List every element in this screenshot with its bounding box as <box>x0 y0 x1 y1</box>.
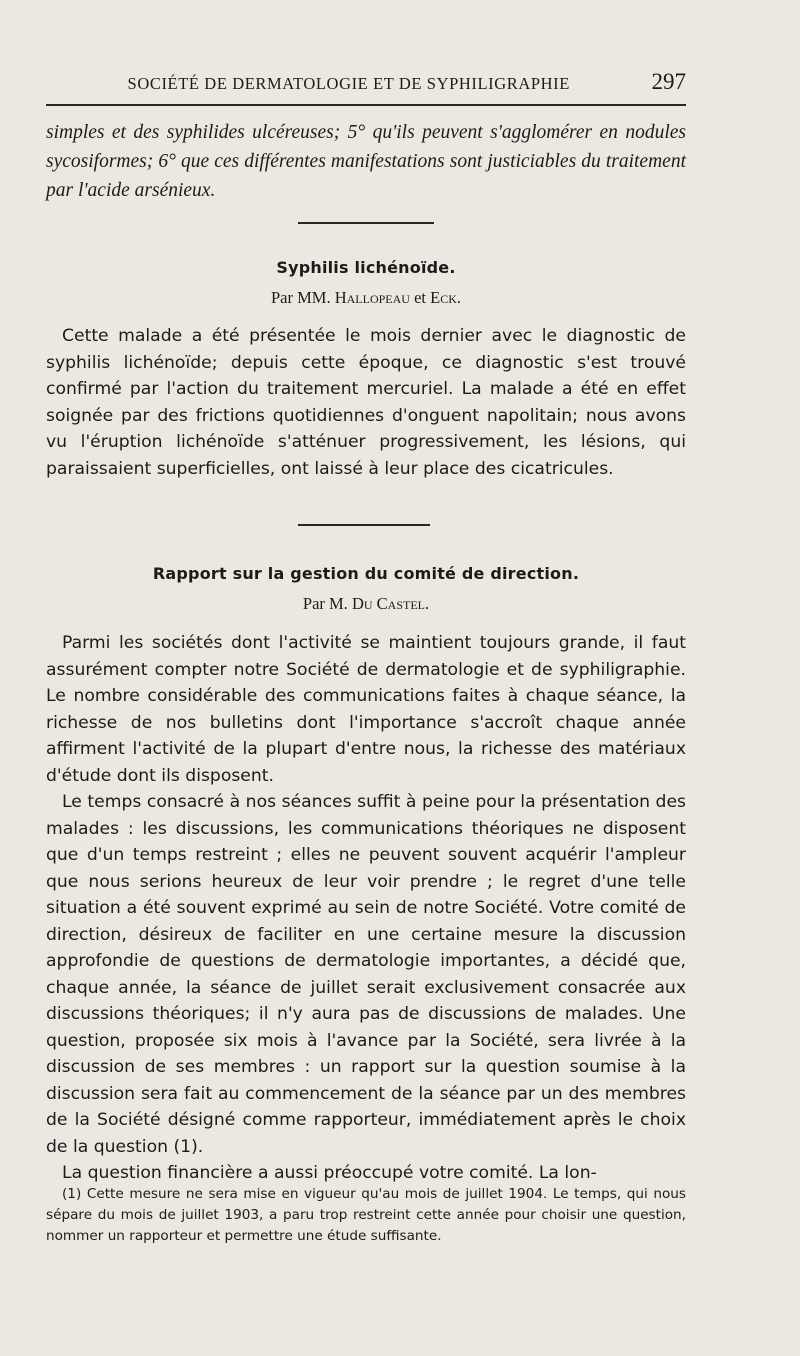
section-divider <box>298 524 430 526</box>
section-divider <box>298 222 434 224</box>
page-number: 297 <box>651 69 686 94</box>
paragraph: La question financière a aussi préoccupé votre comité. La lon- <box>62 1163 597 1183</box>
page-header <box>46 62 686 94</box>
article-title: Syphilis lichénoïde. <box>276 258 456 277</box>
paragraph: Le temps consacré à nos séances suffit à peine pour la présentation des malades : les discussions, les communications théoriques ne disposent que d'un temps restreint ; elles ne peuvent souvent acquérir l'ampleur que nous serions heureux de leur voir prendre ; le regret d'une telle situation a été souvent exprimé au sein de notre Société. Votre comité de direction, désireux de faciliter en une certaine mesure la discussion approfondie de questions de dermatologie importantes, a décidé que, chaque année, la séance de juillet serait exclusivement consacrée aux discussions théoriques; il n'y aura pas de discussions de malades. Une question, proposée six mois à l'avance par la Société, sera livrée à la discussion de ses membres : un rapport sur la question soumise à la discussion sera fait au commencement de la séance par un des membres de la Société désigné comme rapporteur, immédiatement après le choix de la question (1). <box>46 792 686 1157</box>
author-name: Du Castel. <box>351 594 430 613</box>
paragraph: Parmi les sociétés dont l'activité se maintient toujours grande, il faut assurément compter notre Société de dermatologie et de syphiligraphie. Le nombre considérable des communications faites à chaque séance, la richesse de nos bulletins dont l'importance s'accroît chaque année affirment l'activité de la plupart d'entre nous, la richesse des matériaux d'étude dont ils disposent. <box>46 633 686 786</box>
article-byline <box>46 288 686 308</box>
article-body <box>46 630 686 1187</box>
footnote: (1) Cette mesure ne sera mise en vigueur qu'au mois de juillet 1904. Le temps, qui nous sépare du mois de juillet 1903, a paru trop restreint cette année pour choisir une question, nommer un rapporteur et permettre une étude suffisante. <box>46 1186 686 1244</box>
byline-prefix: Par MM. <box>270 288 331 307</box>
byline-prefix: Par M. <box>302 594 348 613</box>
article-body <box>46 323 686 482</box>
header-rule <box>46 104 686 106</box>
author-name: Hallopeau <box>334 288 410 307</box>
byline-join: et <box>414 288 426 307</box>
article-title: Rapport sur la gestion du comité de direction. <box>152 564 580 583</box>
running-head: SOCIÉTÉ DE DERMATOLOGIE ET DE SYPHILIGRAPHIE <box>127 74 570 93</box>
article-byline <box>46 594 686 614</box>
author-name: Eck. <box>430 288 461 307</box>
intro-text: simples et des syphilides ulcéreuses; 5° qu'ils peuvent s'agglomérer en nodules sycosiformes; 6° que ces différentes manifestations sont justiciables du traitement par l'acide arsénieux. <box>46 122 686 201</box>
paragraph: Cette malade a été présentée le mois dernier avec le diagnostic de syphilis lichénoïde; depuis cette époque, ce diagnostic s'est trouvé confirmé par l'action du traitement mercuriel. La malade a été en effet soignée par des frictions quotidiennes d'onguent napolitain; nous avons vu l'éruption lichénoïde s'atténuer progressivement, les lésions, qui paraissaient superficielles, ont laissé à leur place des cicatricules. <box>46 326 686 479</box>
